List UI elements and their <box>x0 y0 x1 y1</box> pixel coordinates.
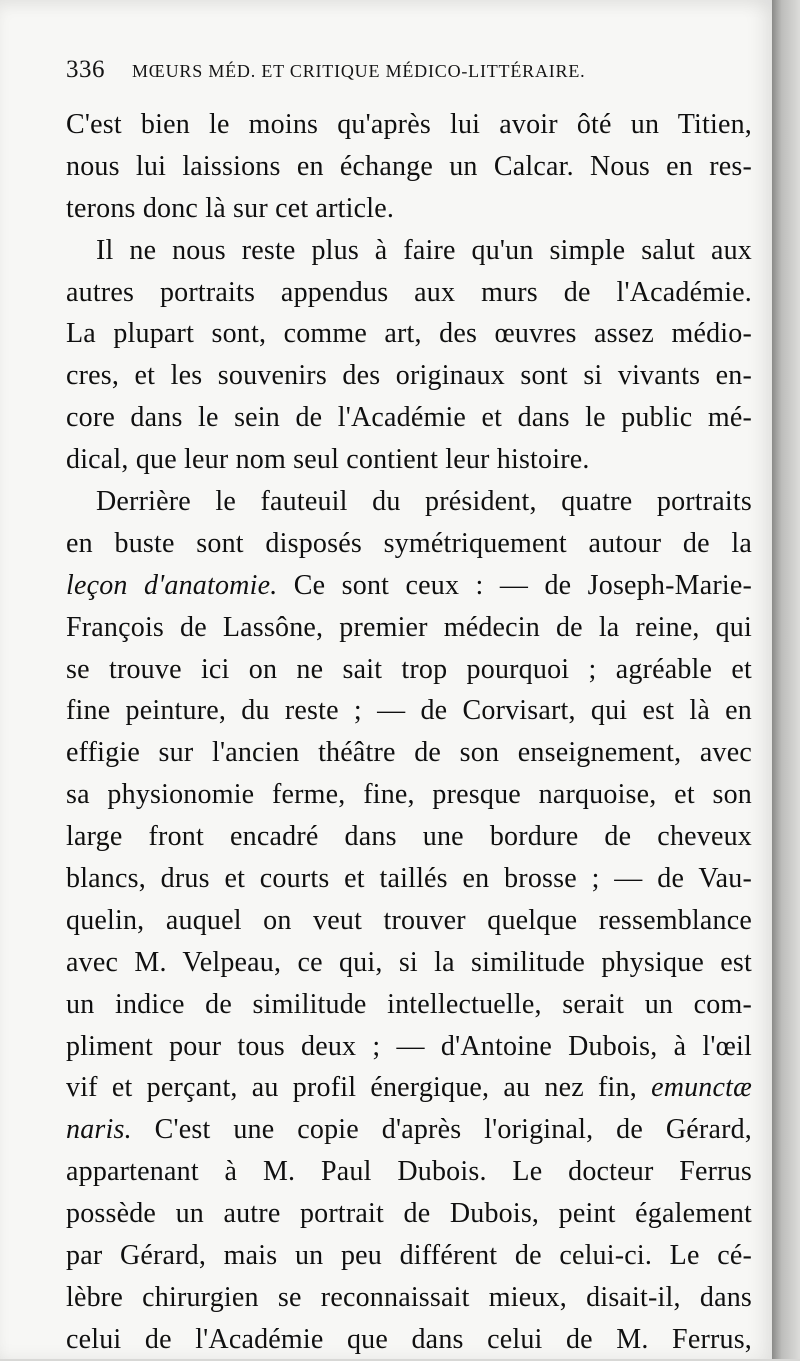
line-text: La plupart sont, comme art, des œuvres assez médio- <box>66 318 752 350</box>
running-title: MŒURS MÉD. ET CRITIQUE MÉDICO-LITTÉRAIRE. <box>132 61 586 81</box>
line-text: sa physionomie ferme, fine, presque narquoise, et son <box>66 779 752 811</box>
text-line <box>66 732 752 774</box>
text-line <box>66 1026 752 1068</box>
line-text: possède un autre portrait de Dubois, peint également <box>66 1198 752 1230</box>
line-text: en buste sont disposés symétriquement autour de la <box>66 527 752 559</box>
line-text: fine peinture, du reste ; — de Corvisart, qui est là en <box>66 695 752 727</box>
line-text: effigie sur l'ancien théâtre de son enseignement, avec <box>66 737 752 769</box>
line-text: celui de l'Académie que dans celui de M. Ferrus, <box>66 1323 752 1355</box>
text-line <box>66 984 752 1026</box>
text-line <box>66 313 752 355</box>
text-line <box>66 1193 752 1235</box>
line-text: Il ne nous reste plus à faire qu'un simple salut aux <box>96 234 752 266</box>
text-line <box>66 355 752 397</box>
line-text: quelin, auquel on veut trouver quelque ressemblance <box>66 904 752 936</box>
line-text: C'est une copie d'après l'original, de Gérard, <box>131 1114 752 1146</box>
text-line <box>66 1277 752 1319</box>
body-text <box>66 104 752 1361</box>
text-line <box>66 690 752 732</box>
text-line <box>66 481 752 523</box>
line-text: core dans le sein de l'Académie et dans le public mé- <box>66 402 752 434</box>
line-text: se trouve ici on ne sait trop pourquoi ; agréable et <box>66 653 752 685</box>
text-line <box>66 816 752 858</box>
page-header <box>66 56 706 94</box>
line-text: nous lui laissions en échange un Calcar. Nous en res- <box>66 150 752 182</box>
text-line <box>66 397 752 439</box>
line-text: C'est bien le moins qu'après lui avoir ôté un Titien, <box>66 109 752 140</box>
text-line <box>66 1319 752 1361</box>
line-text: Ce sont ceux : — de Joseph-Marie- <box>277 569 752 601</box>
text-line <box>66 146 752 188</box>
line-text: lèbre chirurgien se reconnaissait mieux, disait-il, dans <box>66 1281 752 1313</box>
text-line <box>66 900 752 942</box>
line-text: appartenant à M. Paul Dubois. Le docteur Ferrus <box>66 1156 752 1188</box>
text-line <box>66 607 752 649</box>
line-text: un indice de similitude intellectuelle, serait un com- <box>66 988 752 1020</box>
text-line <box>66 188 752 230</box>
italic-text: emunctæ <box>651 1072 752 1104</box>
text-line <box>66 1151 752 1193</box>
line-text: pliment pour tous deux ; — d'Antoine Dubois, à l'œil <box>66 1030 752 1062</box>
line-text: autres portraits appendus aux murs de l'Académie. <box>66 276 752 308</box>
italic-text: naris. <box>66 1114 132 1146</box>
line-text: cres, et les souvenirs des originaux sont si vivants en- <box>66 360 752 392</box>
text-line <box>66 439 752 481</box>
line-text: Derrière le fauteuil du président, quatre portraits <box>96 486 752 518</box>
page-edge <box>772 0 800 1359</box>
text-line <box>66 774 752 816</box>
text-line <box>66 272 752 314</box>
text-line <box>66 104 752 146</box>
text-line <box>66 942 752 984</box>
line-text: terons donc là sur cet article. <box>66 192 395 224</box>
text-line <box>66 1109 752 1151</box>
line-text: vif et perçant, au profil énergique, au nez fin, <box>66 1072 652 1104</box>
line-text: blancs, drus et courts et taillés en brosse ; — de Vau- <box>66 863 752 895</box>
line-text: avec M. Velpeau, ce qui, si la similitude physique est <box>66 946 752 978</box>
line-text: large front encadré dans une bordure de cheveux <box>66 821 752 853</box>
page-number: 336 <box>66 56 105 83</box>
italic-text: leçon d'anatomie. <box>66 569 278 601</box>
text-line <box>66 1235 752 1277</box>
line-text: par Gérard, mais un peu différent de celui-ci. Le cé- <box>66 1240 752 1272</box>
line-text: François de Lassône, premier médecin de la reine, qui <box>66 611 752 643</box>
text-line <box>66 565 752 607</box>
text-line <box>66 230 752 272</box>
line-text: dical, que leur nom seul contient leur histoire. <box>66 444 590 476</box>
text-line <box>66 523 752 565</box>
text-line <box>66 1067 752 1109</box>
text-line <box>66 649 752 691</box>
text-line <box>66 858 752 900</box>
